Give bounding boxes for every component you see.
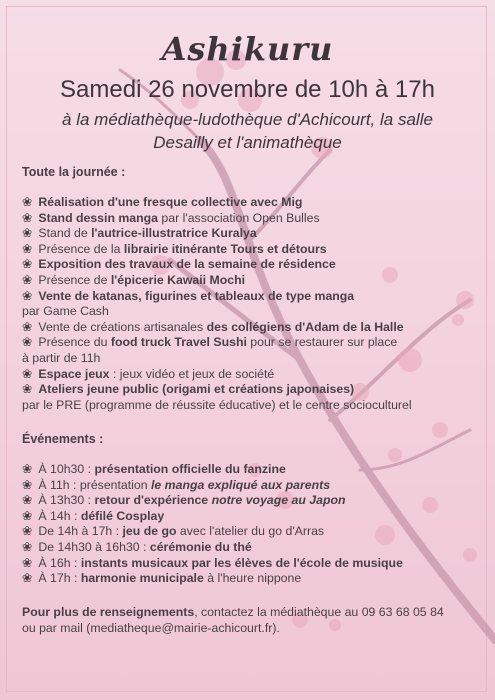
events-item-text: défilé Cosplay [80,508,165,523]
day-list-item [22,367,477,383]
events-heading: Événements : [22,432,104,446]
day-item-text: Exposition des travaux de la semaine de résidence [38,257,336,272]
event-location-line-1: à la médiathèque-ludothèque d'Achicourt, la salle [62,110,433,129]
flower-icon: ❀ [22,195,33,209]
day-item-text: par l'association Open Bulles [158,210,320,225]
flower-icon: ❀ [22,319,33,334]
events-item-text: présentation officielle du fanzine [94,462,286,476]
day-item-text: Vente de katanas, figurines et tableaux de type manga [38,288,355,303]
day-list-item [22,351,477,367]
day-list-item [22,257,477,273]
day-list-item [22,335,477,351]
day-item-text: Réalisation d'une fresque collective avec Mig [38,195,303,209]
events-item-text: À 17h : [38,571,81,586]
events-item-text: À 13h30 : [38,493,95,508]
events-item-text: À 14h : [38,508,81,523]
day-list-item [22,226,477,242]
flower-icon: ❀ [22,288,33,303]
event-location-line-2: Desailly et l'animathèque [153,133,342,152]
all-day-list [22,195,477,413]
events-list [22,462,477,587]
flower-icon: ❀ [22,508,33,523]
day-list-item [22,304,477,320]
flower-icon: ❀ [22,539,33,554]
events-list-item [22,462,477,478]
day-item-text: : jeux vidéo et jeux de société [109,366,275,381]
events-list-item [22,556,477,572]
day-list-item [22,211,477,227]
day-item-text: Ateliers jeune public (origami et créations japonaises) [38,382,355,397]
flower-icon: ❀ [22,493,33,508]
events-item-text: De 14h à 17h : [38,524,123,539]
day-item-text: librairie itinérante Tours et détours [123,241,327,256]
contact-line-2: ou par mail (mediatheque@mairie-achicourt.fr). [22,621,280,635]
events-item-text: le manga expliqué aux parents [151,477,331,492]
flower-icon: ❀ [22,382,33,397]
event-date: Samedi 26 novembre de 10h à 17h [60,76,435,103]
events-item-text: retour d'expérience [94,493,212,508]
day-list-item [22,195,477,211]
flower-icon: ❀ [22,210,33,225]
day-item-text: à partir de 11h [22,350,101,365]
flower-icon: ❀ [22,366,33,381]
flower-icon: ❀ [22,524,33,539]
events-item-text: À 11h : présentation [38,477,151,492]
contact-phone-text: , contactez la médiathèque au 09 63 68 05 84 [194,605,444,619]
events-list-item [22,571,477,587]
flower-icon: ❀ [22,272,33,287]
day-item-text: l'épicerie Kawaii Mochi [110,272,246,287]
day-list-item [22,398,477,414]
contact-line-1 [22,604,482,620]
events-item-text: notre voyage au Japon [211,493,346,508]
events-list-item [22,493,477,509]
day-list-item [22,273,477,289]
events-item-text: À 10h30 : [38,462,95,476]
day-item-text: Présence de [38,272,111,287]
day-list-item [22,382,477,398]
day-item-text: Présence de la [38,241,124,256]
day-item-text: Vente de créations artisanales [38,319,207,334]
flower-icon: ❀ [22,226,33,241]
event-title: Ashikuru [161,30,334,68]
contact-info [22,604,482,636]
flower-icon: ❀ [22,257,33,272]
day-item-text: l'autrice-illustratrice Kuralya [91,226,257,241]
events-list-item [22,478,477,494]
events-list-item [22,524,477,540]
flower-icon: ❀ [22,462,33,476]
events-item-text: jeu de go [122,524,177,539]
events-item-text: À 16h : [38,555,81,570]
events-item-text: harmonie municipale [80,571,204,586]
contact-lead: Pour plus de renseignements [22,605,195,619]
day-item-text: food truck Travel Sushi [110,335,247,350]
events-item-text: instants musicaux par les élèves de l'école de musique [80,555,403,570]
events-list-item [22,540,477,556]
day-item-text: Stand dessin manga [38,210,159,225]
day-list-item [22,289,477,305]
flower-icon: ❀ [22,555,33,570]
events-item-text: à l'heure nippone [203,571,302,586]
flower-icon: ❀ [22,241,33,256]
flower-icon: ❀ [22,571,33,586]
flower-icon: ❀ [22,335,33,350]
day-item-text: Stand de [38,226,92,241]
day-item-text: pour se restaurer sur place [246,335,398,350]
day-item-text: Présence du [38,335,111,350]
day-item-text: Espace jeux [38,366,110,381]
day-list-item [22,320,477,336]
day-list-item [22,242,477,258]
day-item-text: des collégiens d'Adam de la Halle [206,319,404,334]
events-item-text: De 14h30 à 16h30 : [38,539,150,554]
all-day-heading: Toute la journée : [22,165,126,179]
events-item-text: cérémonie du thé [149,539,252,554]
events-list-item [22,509,477,525]
flower-icon: ❀ [22,477,33,492]
day-item-text: par Game Cash [22,304,109,319]
day-item-text: par le PRE (programme de réussite éducative) et le centre socioculturel [22,397,412,412]
events-item-text: avec l'atelier du go d'Arras [176,524,325,539]
